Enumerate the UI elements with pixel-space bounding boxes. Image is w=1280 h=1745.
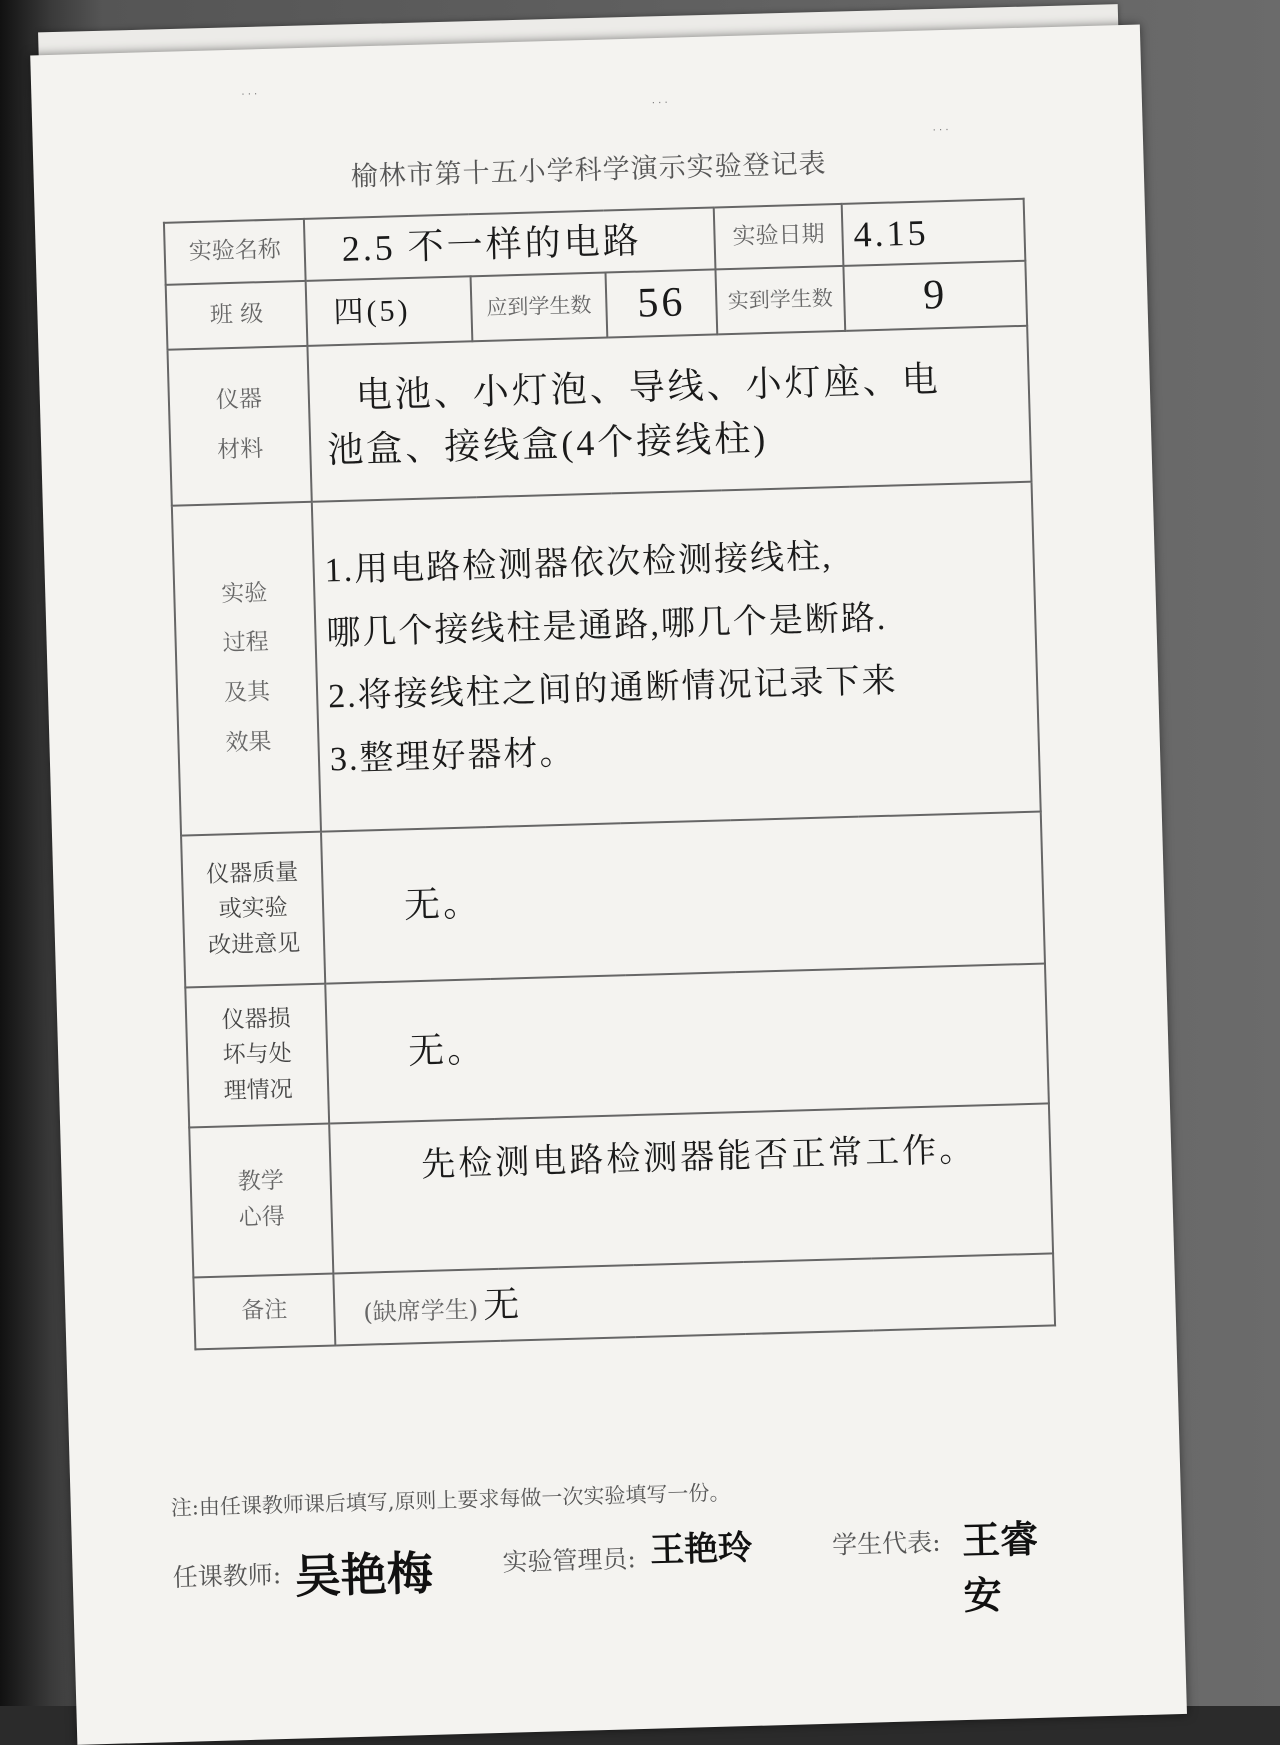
process-line: 2.将接线柱之间的通断情况记录下来	[327, 662, 899, 716]
equipment-label	[167, 346, 311, 506]
process-label-line: 过程	[222, 629, 270, 657]
damage-label-line: 理情况	[223, 1076, 294, 1105]
experiment-name-value: 2.5 不一样的电路	[304, 207, 716, 280]
row-quality	[181, 812, 1045, 988]
equipment-label-line: 材料	[216, 436, 264, 464]
student-rep-label: 学生代表:	[831, 1527, 941, 1560]
damage-label-line: 坏与处	[222, 1040, 293, 1069]
absent-students-value: 无	[482, 1284, 523, 1326]
equipment-line: 电池、小灯泡、导线、小灯座、电	[355, 359, 942, 416]
process-label-line: 效果	[225, 728, 272, 756]
registration-form-sheet	[30, 25, 1187, 1745]
process-value	[312, 482, 1041, 832]
quality-label-line: 仪器质量	[205, 858, 299, 888]
process-line: 哪几个接线柱是通路,哪几个是断路.	[325, 599, 888, 653]
reflection-label-line: 心得	[238, 1203, 286, 1232]
actual-students-value: 9	[843, 261, 1027, 331]
admin-label: 实验管理员:	[502, 1544, 637, 1577]
teacher-label: 任课教师:	[172, 1560, 282, 1593]
quality-label-line: 改进意见	[207, 930, 301, 959]
class-value: 四(5)	[306, 276, 473, 346]
process-line: 1.用电路检测器依次检测接线柱,	[324, 538, 834, 590]
process-line: 3.整理好器材。	[329, 734, 576, 779]
reflection-label-line: 教学	[237, 1168, 285, 1196]
print-speckle: · · ·	[932, 124, 949, 137]
reflection-value: 先检测电路检测器能否正常工作。	[329, 1103, 1053, 1273]
absent-students-prefix: (缺席学生)	[363, 1295, 479, 1327]
print-speckle: · · ·	[651, 97, 668, 110]
quality-value: 无。	[321, 812, 1045, 984]
experiment-name-label: 实验名称	[164, 219, 306, 285]
process-label-line: 及其	[223, 679, 271, 707]
equipment-line: 池盒、接线盒(4个接线柱)	[326, 418, 769, 471]
row-process	[172, 482, 1041, 836]
actual-students-label: 实到学生数	[715, 266, 845, 335]
expected-students-value: 56	[606, 269, 718, 337]
damage-value: 无。	[325, 964, 1049, 1124]
class-label: 班 级	[166, 281, 308, 350]
equipment-label-line: 仪器	[215, 386, 263, 414]
experiment-date-label: 实验日期	[714, 204, 844, 270]
damage-label-line: 仪器损	[221, 1005, 292, 1034]
form-note: 注:由任课教师课后填写,原则上要求每做一次实验填写一份。	[170, 1480, 731, 1521]
admin-signature: 王艳玲	[649, 1529, 753, 1570]
experiment-date-value: 4.15	[842, 199, 1026, 266]
teacher-signature: 吴艳梅	[294, 1547, 434, 1603]
student-rep-signature: 王睿安	[961, 1518, 1039, 1619]
remarks-label: 备注	[193, 1274, 335, 1350]
row-equipment	[167, 326, 1031, 506]
row-reflection	[189, 1103, 1053, 1277]
signature-row	[171, 1505, 1073, 1619]
process-label	[172, 502, 321, 836]
quality-label-line: 或实验	[218, 894, 288, 923]
damage-label	[185, 984, 329, 1128]
quality-label	[181, 832, 325, 988]
print-speckle: · · ·	[241, 89, 258, 101]
reflection-label	[189, 1124, 333, 1278]
registration-table	[163, 198, 1056, 1351]
process-label-line: 实验	[220, 579, 268, 608]
equipment-value	[307, 326, 1031, 502]
row-damage	[185, 964, 1049, 1128]
form-title: 榆林市第十五小学科学演示实验登记表	[350, 148, 827, 193]
expected-students-label: 应到学生数	[471, 273, 608, 342]
